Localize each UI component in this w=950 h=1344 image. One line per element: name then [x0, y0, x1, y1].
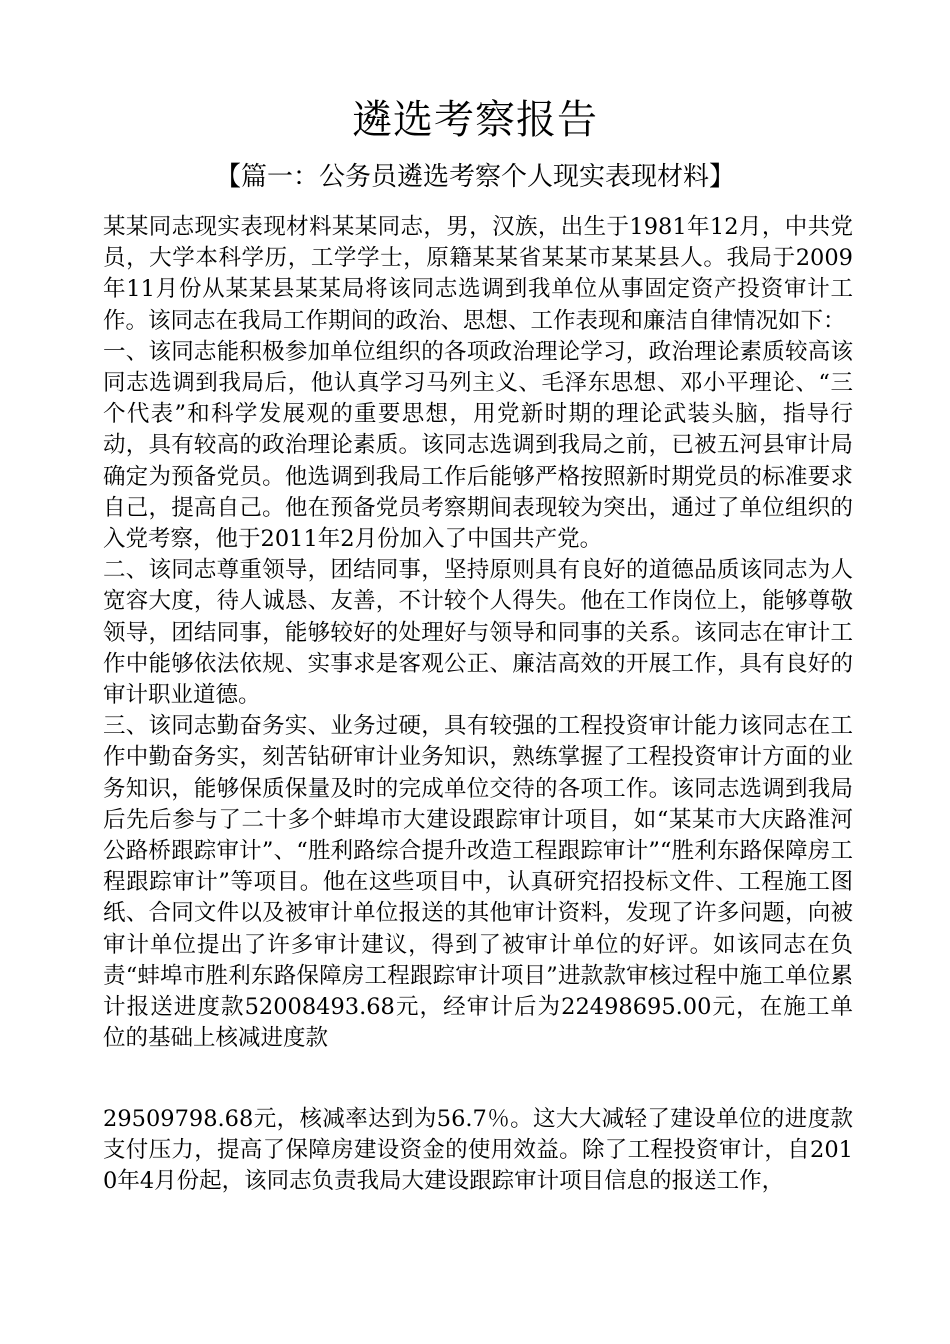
paragraph-section-2: 二、该同志尊重领导，团结同事，坚持原则具有良好的道德品质该同志为人宽容大度，待人诚恳、友善，不计较个人得失。他在工作岗位上，能够尊敬领导，团结同事，能够较好的处理好与领导和同事的关系。该同志在审计工作中能够依法依规、实事求是客观公正、廉洁高效的开展工作，具有良好的审计职业道德。: [103, 557, 853, 709]
paragraph-section-1: 一、该同志能积极参加单位组织的各项政治理论学习，政治理论素质较高该同志选调到我局后，他认真学习马列主义、毛泽东思想、邓小平理论、“三个代表”和科学发展观的重要思想，用党新时期的理论武装头脑，指导行动，具有较高的政治理论素质。该同志选调到我局之前，已被五河县审计局确定为预备党员。他选调到我局工作后能够严格按照新时期党员的标准要求自己，提高自己。他在预备党员考察期间表现较为突出，通过了单位组织的入党考察，他于2011年2月份加入了中国共产党。: [103, 338, 853, 553]
paragraph-section-3: 三、该同志勤奋务实、业务过硬，具有较强的工程投资审计能力该同志在工作中勤奋务实，刻苦钻研审计业务知识，熟练掌握了工程投资审计方面的业务知识，能够保质保量及时的完成单位交待的各项工作。该同志选调到我局后先后参与了二十多个蚌埠市大建设跟踪审计项目，如“某某市大庆路淮河公路桥跟踪审计”、“胜利路综合提升改造工程跟踪审计”“胜利东路保障房工程跟踪审计”等项目。他在这些项目中，认真研究招投标文件、工程施工图纸、合同文件以及被审计单位报送的其他审计资料，发现了许多问题，向被审计单位提出了许多审计建议，得到了被审计单位的好评。如该同志在负责“蚌埠市胜利东路保障房工程跟踪审计项目”进款款审核过程中施工单位累计报送进度款52008493.68元，经审计后为22498695.00元，在施工单位的基础上核减进度款: [103, 713, 853, 1052]
document-body-continued: [103, 1104, 853, 1198]
document-title: 遴选考察报告: [352, 97, 598, 143]
paragraph-intro: 某某同志现实表现材料某某同志，男，汉族，出生于1981年12月，中共党员，大学本科学历，工学学士，原籍某某省某某市某某县人。我局于2009年11月份从某某县某某局将该同志选调到我单位从事固定资产投资审计工作。该同志在我局工作期间的政治、思想、工作表现和廉洁自律情况如下：: [103, 214, 853, 334]
document-subtitle: 【篇一：公务员遴选考察个人现实表现材料】: [214, 162, 735, 192]
document-body: [103, 212, 853, 1054]
paragraph-continuation: 29509798.68元，核减率达到为56.7％。这大大减轻了建设单位的进度款支付压力，提高了保障房建设资金的使用效益。除了工程投资审计，自2010年4月份起，该同志负责我局大建设跟踪审计项目信息的报送工作，: [103, 1106, 853, 1195]
